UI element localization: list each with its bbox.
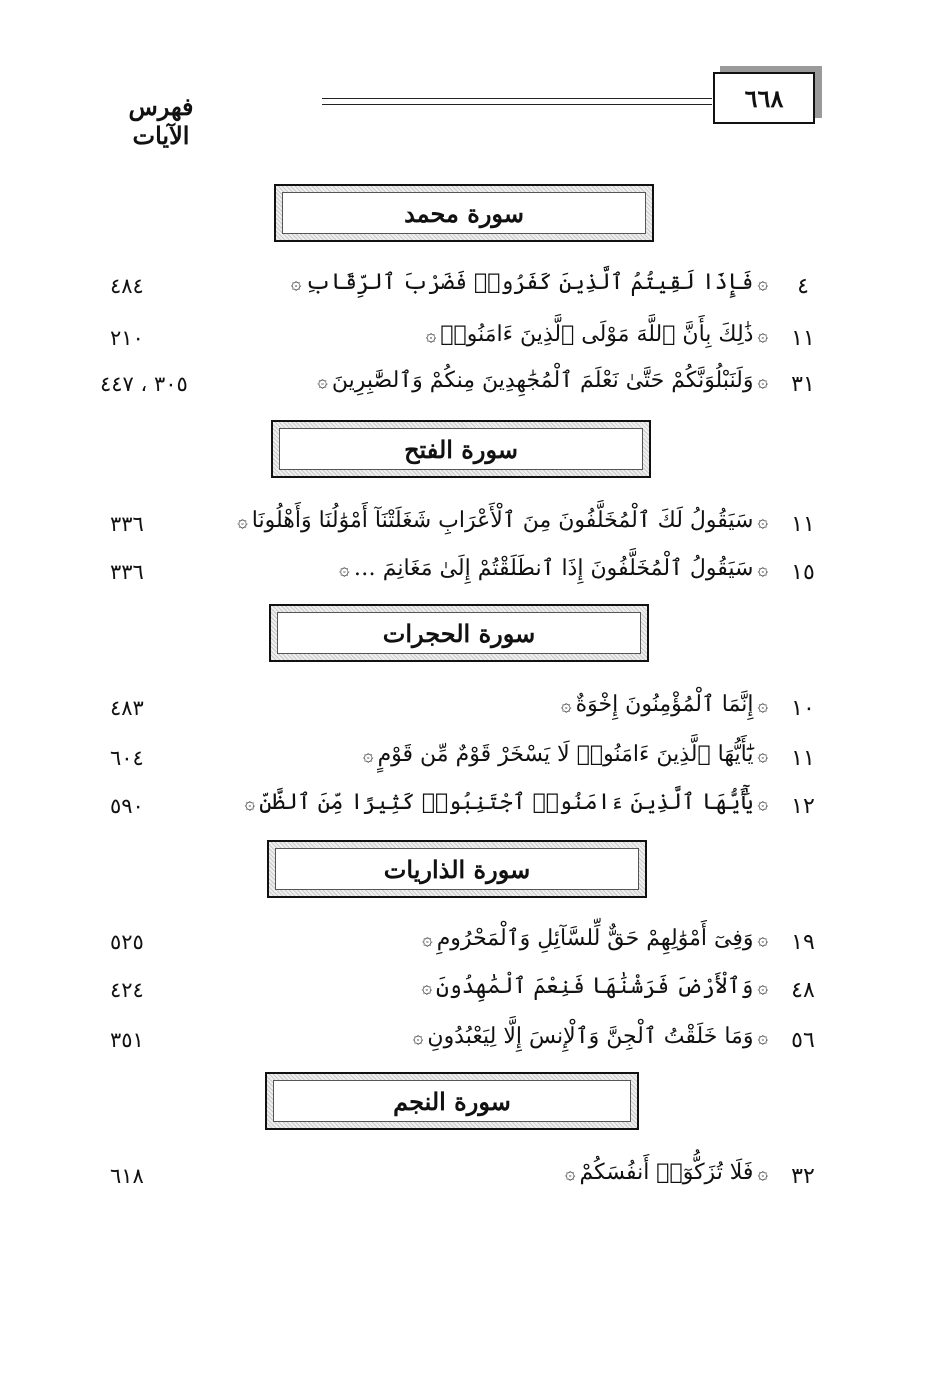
verse-number: ٣١ <box>791 372 815 397</box>
ornament-icon: ۞ <box>561 695 572 716</box>
page-references: ٤٨٤ <box>110 274 144 298</box>
verse-row <box>0 738 952 782</box>
surah-banner-al-fath <box>271 420 651 478</box>
ornament-icon: ۞ <box>757 1027 768 1048</box>
surah-title: سورة الفتح <box>279 428 643 470</box>
index-title: فهرس الآيات <box>128 92 194 150</box>
verse-number: ١٠ <box>791 696 815 721</box>
verse-row <box>0 318 952 362</box>
ornament-icon: ۞ <box>757 929 768 950</box>
verse-text: ۞سَيَقُولُ لَكَ ٱلْمُخَلَّفُونَ مِنَ ٱلْأَعْرَابِ شَغَلَتْنَآ أَمْوَٰلُنَا وَأَهْلُونَا۞ <box>237 508 768 533</box>
ornament-icon: ۞ <box>422 929 433 950</box>
ornament-icon: ۞ <box>757 559 768 580</box>
page-references: ٦١٨ <box>110 1164 144 1188</box>
ornament-icon: ۞ <box>237 511 248 532</box>
verse-number: ١١ <box>791 746 815 771</box>
surah-banner-adh-dhariyat <box>267 840 647 898</box>
verse-text: ۞إِنَّمَا ٱلْمُؤْمِنُونَ إِخْوَةٌ۞ <box>561 692 768 717</box>
page-references: ٦٠٤ <box>110 746 144 770</box>
verse-row <box>0 688 952 732</box>
verse-number: ٤ <box>797 274 809 299</box>
page-references: ٢١٠ <box>110 326 144 350</box>
ornament-icon: ۞ <box>363 745 374 766</box>
page-references: ٣٣٦ <box>110 560 144 584</box>
verse-row <box>0 504 952 548</box>
ornament-icon: ۞ <box>317 371 328 392</box>
ornament-icon: ۞ <box>757 511 768 532</box>
verse-text: ۞يَٰٓأَيُّهَا ٱلَّذِينَ ءَامَنُوا۟ لَا يَسْخَرْ قَوْمٌ مِّن قَوْمٍ۞ <box>363 742 768 767</box>
verse-text: ۞يَٰٓأَيُّهَا ٱلَّذِينَ ءَامَنُوا۟ ٱجْتَنِبُوا۟ كَثِيرًا مِّنَ ٱلظَّنِّ۞ <box>244 790 768 815</box>
verse-number: ١٢ <box>791 794 815 819</box>
header-rule <box>322 98 712 99</box>
verse-number: ٣٢ <box>791 1164 815 1189</box>
verse-number: ٤٨ <box>791 978 815 1003</box>
verse-row <box>0 552 952 596</box>
verse-text: ۞وَٱلْأَرْضَ فَرَشْنَٰهَا فَنِعْمَ ٱلْمَٰهِدُونَ۞ <box>421 974 768 999</box>
verse-text: ۞فَإِذَا لَقِيتُمُ ٱلَّذِينَ كَفَرُوا۟ فَضَرْبَ ٱلرِّقَابِ۞ <box>290 270 768 295</box>
page-references: ٣٥١ <box>110 1028 144 1052</box>
ornament-icon: ۞ <box>757 977 768 998</box>
surah-banner-al-hujurat <box>269 604 649 662</box>
page-references: ٤٢٤ <box>110 978 144 1002</box>
verse-row <box>0 786 952 830</box>
page-references: ٥٩٠ <box>110 794 144 818</box>
ornament-icon: ۞ <box>757 273 768 294</box>
ornament-icon: ۞ <box>425 325 437 346</box>
ornament-icon: ۞ <box>757 745 768 766</box>
verse-row <box>0 922 952 966</box>
page-number: ٦٦٨ <box>744 83 784 113</box>
verse-text: ۞ذَٰلِكَ بِأَنَّ ٱللَّهَ مَوْلَى ٱلَّذِينَ ءَامَنُوا۟۞ <box>425 322 768 347</box>
ornament-icon: ۞ <box>412 1027 424 1048</box>
surah-title: سورة الذاريات <box>275 848 639 890</box>
page-references: ٣٠٥ ، ٤٤٧ <box>100 372 188 396</box>
ornament-icon: ۞ <box>339 559 350 580</box>
verse-number: ١٥ <box>791 560 815 585</box>
ornament-icon: ۞ <box>244 793 256 814</box>
ornament-icon: ۞ <box>757 1163 768 1184</box>
surah-title: سورة محمد <box>282 192 646 234</box>
verse-number: ١١ <box>791 326 815 351</box>
page-references: ٥٢٥ <box>110 930 144 954</box>
page-references: ٤٨٣ <box>110 696 144 720</box>
verse-number: ١٩ <box>791 930 815 955</box>
verse-row <box>0 1020 952 1064</box>
surah-banner-an-najm <box>265 1072 639 1130</box>
verse-row <box>0 1156 952 1200</box>
surah-banner-muhammad <box>274 184 654 242</box>
verse-row <box>0 266 952 310</box>
verse-text: ۞سَيَقُولُ ٱلْمُخَلَّفُونَ إِذَا ٱنطَلَقْتُمْ إِلَىٰ مَغَانِمَ …۞ <box>339 556 768 581</box>
surah-title: سورة النجم <box>273 1080 631 1122</box>
ornament-icon: ۞ <box>757 695 768 716</box>
ornament-icon: ۞ <box>757 325 768 346</box>
verse-text: ۞وَلَنَبْلُوَنَّكُمْ حَتَّىٰ نَعْلَمَ ٱلْمُجَٰهِدِينَ مِنكُمْ وَٱلصَّٰبِرِينَ۞ <box>317 368 768 393</box>
ornament-icon: ۞ <box>757 371 768 392</box>
ornament-icon: ۞ <box>757 793 768 814</box>
verse-text: ۞فَلَا تُزَكُّوٓا۟ أَنفُسَكُمْ۞ <box>564 1160 768 1185</box>
verse-text: ۞وَمَا خَلَقْتُ ٱلْجِنَّ وَٱلْإِنسَ إِلَّا لِيَعْبُدُونِ۞ <box>412 1024 768 1049</box>
verse-number: ٥٦ <box>791 1028 815 1053</box>
verse-row <box>0 970 952 1014</box>
surah-title: سورة الحجرات <box>277 612 641 654</box>
header-rule <box>322 104 712 105</box>
page-references: ٣٣٦ <box>110 512 144 536</box>
verse-row <box>0 364 952 408</box>
verse-number: ١١ <box>791 512 815 537</box>
ornament-icon: ۞ <box>564 1163 576 1184</box>
page-number-box <box>713 72 815 124</box>
ornament-icon: ۞ <box>290 273 302 294</box>
ornament-icon: ۞ <box>421 977 432 998</box>
verse-text: ۞وَفِىٓ أَمْوَٰلِهِمْ حَقٌّ لِّلسَّآئِلِ وَٱلْمَحْرُومِ۞ <box>422 926 768 951</box>
